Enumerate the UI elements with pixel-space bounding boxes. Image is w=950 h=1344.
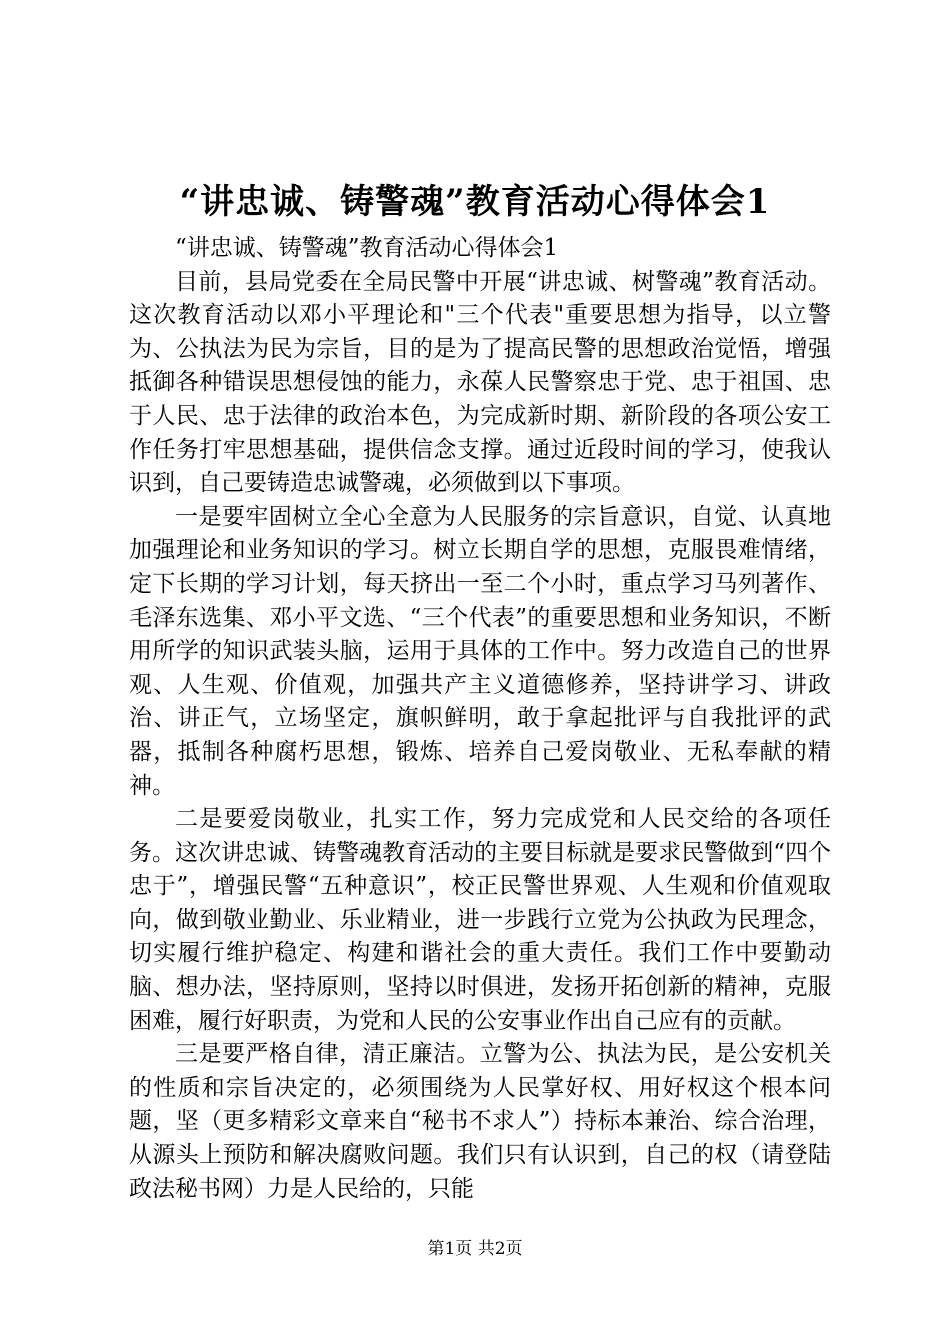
document-title: “讲忠诚、铸警魂”教育活动心得体会1 [179, 182, 771, 222]
document-body [129, 232, 831, 1206]
page-footer: 第1页 共2页 [427, 1239, 523, 1259]
point-one-paragraph: 一是要牢固树立全心全意为人民服务的宗旨意识，自觉、认真地加强理论和业务知识的学习。树立长期自学的思想，克服畏难情绪，定下长期的学习计划，每天挤出一至二个小时，重点学习马列著作、毛泽东选集、邓小平文选、“三个代表”的重要思想和业务知识，不断用所学的知识武装头脑，运用于具体的工作中。努力改造自己的世界观、人生观、价值观，加强共产主义道德修养，坚持讲学习、讲政治、讲正气，立场坚定，旗帜鲜明，敢于拿起批评与自我批评的武器，抵制各种腐朽思想，锻炼、培养自己爱岗敬业、无私奉献的精神。 [129, 503, 831, 799]
point-two-paragraph: 二是要爱岗敬业，扎实工作，努力完成党和人民交给的各项任务。这次讲忠诚、铸警魂教育活动的主要目标就是要求民警做到“四个忠于”，增强民警“五种意识”，校正民警世界观、人生观和价值观取向，做到敬业勤业、乐业精业，进一步践行立党为公执政为民理念，切实履行维护稳定、构建和谐社会的重大责任。我们工作中要勤动脑、想办法，坚持原则，坚持以时俱进，发扬开拓创新的精神，克服困难，履行好职责，为党和人民的公安事业作出自己应有的贡献。 [129, 806, 831, 1034]
point-three-paragraph: 三是要严格自律，清正廉洁。立警为公、执法为民，是公安机关的性质和宗旨决定的，必须围绕为人民掌好权、用好权这个根本问题，坚（更多精彩文章来自“秘书不求人”）持标本兼治、综合治理，从源头上预防和解决腐败问题。我们只有认识到，自己的权（请登陆政法秘书网）力是人民给的，只能 [129, 1041, 831, 1202]
subtitle-paragraph: “讲忠诚、铸警魂”教育活动心得体会1 [175, 235, 559, 261]
intro-paragraph: 目前，县局党委在全局民警中开展“讲忠诚、树警魂”教育活动。这次教育活动以邓小平理论和"三个代表"重要思想为指导，以立警为、公执法为民为宗旨，目的是为了提高民警的思想政治觉悟，增强抵御各种错误思想侵蚀的能力，永葆人民警察忠于党、忠于祖国、忠于人民、忠于法律的政治本色，为完成新时期、新阶段的各项公安工作任务打牢思想基础，提供信念支撑。通过近段时间的学习，使我认识到，自己要铸造忠诚警魂，必须做到以下事项。 [129, 268, 831, 497]
